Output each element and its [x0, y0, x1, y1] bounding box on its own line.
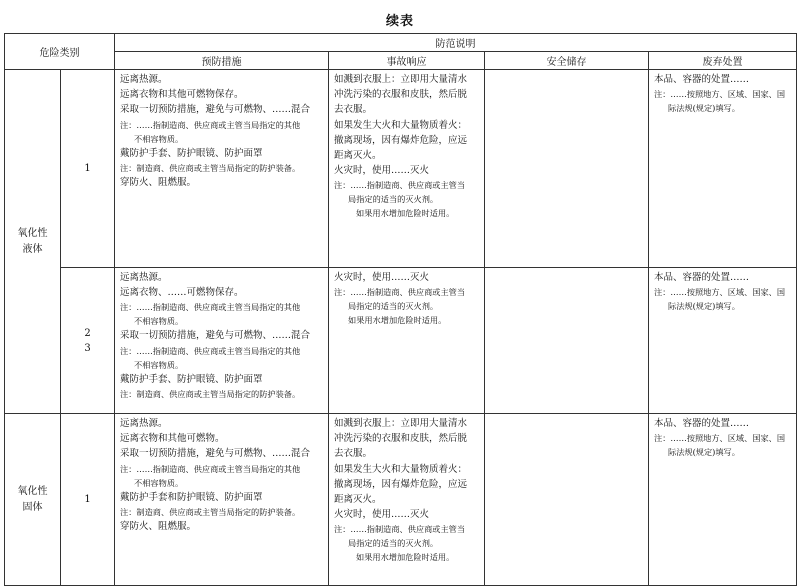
note-line: 际法规(规定)填写。 — [668, 103, 740, 114]
level-cell — [61, 70, 115, 268]
text-line: 火灾时，使用……灭火 — [334, 509, 430, 521]
note-line: 局指定的适当的灭火剂。 — [348, 538, 439, 549]
text-line: 距离灭火。 — [334, 150, 382, 162]
text-line: 火灾时，使用……灭火 — [334, 165, 430, 177]
note-line: 注：制造商、供应商或主管当局指定的防护装备。 — [120, 388, 301, 399]
text-line: 本品、容器的处置…… — [654, 272, 750, 283]
note-line: 注：……指制造商、供应商或主管当局指定的其他 — [120, 119, 301, 130]
text-line: 如溅到衣服上：立即用大量清水 — [334, 418, 468, 429]
text-line: 去衣服。 — [334, 448, 373, 460]
table-row — [5, 70, 797, 268]
text-line: 如果发生大火和大量物质着火： — [334, 119, 468, 131]
text-line: 远离衣物和其他可燃物保存。 — [120, 89, 244, 101]
note-line: 注：……指制造商、供应商或主管当局指定的其他 — [120, 302, 301, 313]
text-line: 穿防火、阻燃服。 — [120, 520, 197, 532]
precaution-table — [4, 33, 797, 586]
note-line: 注：……按照地方、区域、国家、国 — [654, 287, 786, 298]
note-line: 注：……指制造商、供应商或主管当局指定的其他 — [120, 345, 301, 356]
text-line: 距离灭火。 — [334, 494, 382, 506]
storage-cell — [485, 268, 649, 414]
note-line: 不相容物质。 — [134, 477, 184, 488]
text-line: 远离衣物和其他可燃物。 — [120, 433, 225, 445]
level-value: 1 — [84, 494, 91, 505]
text-line: 冲洗污染的衣服和皮肤，然后脱 — [334, 89, 468, 101]
note-line: 不相容物质。 — [134, 316, 184, 327]
header-storage: 安全储存 — [485, 52, 649, 70]
header-response: 事故响应 — [329, 52, 485, 70]
table-title: 续表 — [385, 14, 414, 29]
note-line: 注：制造商、供应商或主管当局指定的防护装备。 — [120, 506, 301, 517]
category-cell-liquid — [5, 70, 61, 414]
note-line: 局指定的适当的灭火剂。 — [348, 194, 439, 205]
note-line: 注：……指制造商、供应商或主管当 — [334, 524, 466, 535]
text-line: 戴防护手套和防护眼镜、防护面罩 — [120, 491, 263, 503]
note-line: 际法规(规定)填写。 — [668, 447, 740, 458]
category-line: 氧化性 — [17, 227, 48, 239]
note-line: 如果用水增加危险时适用。 — [356, 208, 455, 219]
text-line: 撤离现场，因有爆炸危险，应远 — [334, 134, 468, 146]
text-line: 采取一切预防措施，避免与可燃物、……混合 — [120, 330, 311, 342]
text-line: 采取一切预防措施，避免与可燃物、……混合 — [120, 104, 311, 116]
note-line: 际法规(规定)填写。 — [668, 301, 740, 312]
note-line: 注：……按照地方、区域、国家、国 — [654, 89, 786, 100]
response-cell — [329, 70, 485, 268]
header-prevention: 预防措施 — [115, 52, 329, 70]
text-line: 撤离现场，因有爆炸危险，应远 — [334, 478, 468, 490]
text-line: 远离热源。 — [120, 74, 168, 85]
header-row-1 — [5, 34, 797, 52]
text-line: 本品、容器的处置…… — [654, 418, 750, 429]
note-line: 局指定的适当的灭火剂。 — [348, 301, 439, 312]
text-line: 如溅到衣服上：立即用大量清水 — [334, 74, 468, 85]
text-line: 戴防护手套、防护眼镜、防护面罩 — [120, 373, 263, 385]
disposal-cell — [649, 70, 797, 268]
text-line: 冲洗污染的衣服和皮肤，然后脱 — [334, 433, 468, 445]
text-line: 穿防火、阻燃服。 — [120, 176, 197, 188]
level-cell — [61, 268, 115, 414]
response-cell — [329, 268, 485, 414]
prevention-cell — [115, 70, 329, 268]
storage-cell — [485, 70, 649, 268]
header-category: 危险类别 — [5, 34, 115, 70]
note-line: 如果用水增加危险时适用。 — [348, 315, 447, 326]
disposal-cell — [649, 268, 797, 414]
category-line: 液体 — [22, 243, 43, 255]
level-value: 1 — [84, 163, 91, 174]
text-line: 戴防护手套、防护眼镜、防护面罩 — [120, 147, 263, 159]
note-line: 注：……指制造商、供应商或主管当 — [334, 287, 466, 298]
note-line: 不相容物质。 — [134, 359, 184, 370]
text-line: 如果发生大火和大量物质着火： — [334, 463, 468, 475]
note-line: 如果用水增加危险时适用。 — [356, 552, 455, 563]
category-line: 固体 — [22, 501, 43, 513]
note-line: 注：……按照地方、区域、国家、国 — [654, 433, 786, 444]
note-line: 不相容物质。 — [134, 133, 184, 144]
level-value: 2 — [84, 327, 91, 339]
note-line: 注：……指制造商、供应商或主管当局指定的其他 — [120, 463, 301, 474]
category-line: 氧化性 — [17, 485, 48, 497]
note-line: 注：制造商、供应商或主管当局指定的防护装备。 — [120, 162, 301, 173]
text-line: 本品、容器的处置…… — [654, 74, 750, 85]
header-disposal: 废弃处置 — [649, 52, 797, 70]
text-line: 去衣服。 — [334, 104, 373, 116]
text-line: 远离热源。 — [120, 418, 168, 429]
level-value: 3 — [84, 342, 91, 354]
text-line: 采取一切预防措施，避免与可燃物、……混合 — [120, 448, 311, 460]
prevention-cell — [115, 268, 329, 414]
note-line: 注：……指制造商、供应商或主管当 — [334, 180, 466, 191]
header-group: 防范说明 — [115, 34, 797, 52]
text-line: 远离热源。 — [120, 272, 168, 283]
table-row — [5, 268, 797, 414]
text-line: 火灾时，使用……灭火 — [334, 272, 430, 283]
header-row-2 — [5, 52, 797, 70]
text-line: 远离衣物、……可燃物保存。 — [120, 287, 244, 299]
